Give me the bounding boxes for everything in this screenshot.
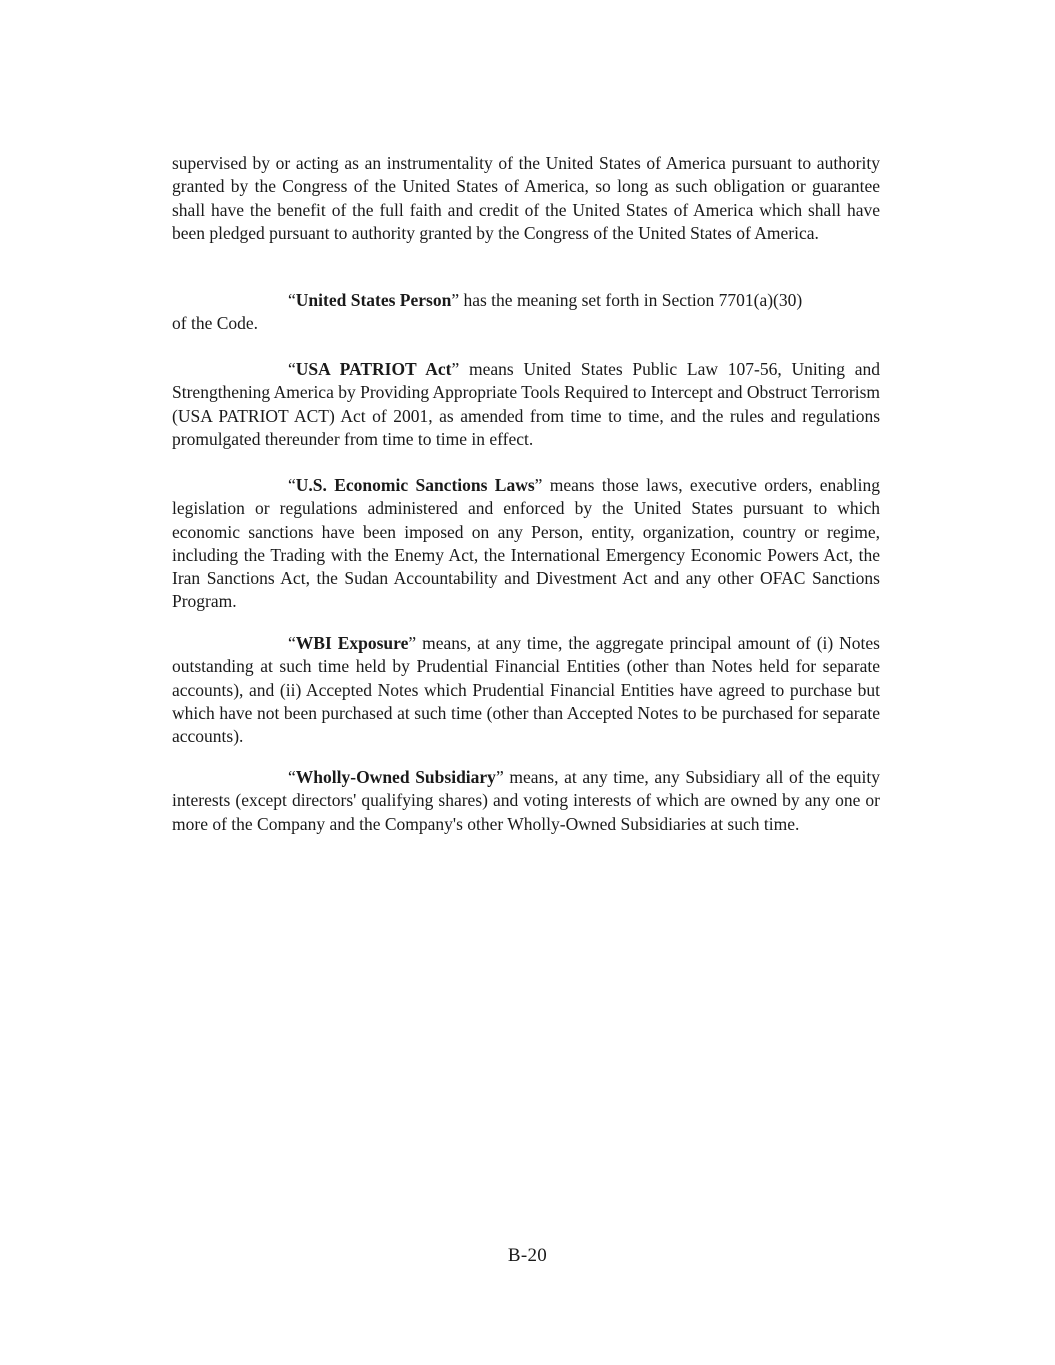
defined-term: United States Person [295, 290, 452, 310]
open-quote: “ [288, 475, 296, 495]
intro-paragraph [172, 152, 880, 245]
open-quote: “ [288, 290, 296, 310]
definition-us-economic-sanctions-laws [172, 474, 880, 614]
defined-term: Wholly-Owned Subsidiary [295, 767, 496, 787]
definition-continuation: of the Code. [172, 313, 259, 334]
close-quote: ” [451, 290, 460, 310]
definition-paragraph [172, 632, 880, 748]
definition-paragraph [172, 766, 880, 836]
page-number: B-20 [507, 1245, 548, 1266]
definition-body: has the meaning set forth in Section 7701(a)(30) [459, 290, 803, 310]
close-quote: ” [451, 359, 460, 379]
definition-body: means, at any time, any Subsidiary all of the equity interests (except directors' qualifying shares) and voting interests of which are owned by any one or more of the Company and the Company's other Wholly-Owned Subsidiaries at such time. [172, 767, 881, 834]
definition-line [172, 289, 880, 312]
close-quote: ” [534, 475, 543, 495]
open-quote: “ [288, 767, 296, 787]
intro-text: supervised by or acting as an instrumentality of the United States of America pursuant to authority granted by the Congress of the United States of America, so long as such obligation or guarantee shall have the benefit of the full faith and credit of the United States of America which shall have been pledged pursuant to authority granted by the Congress of the United States of America. [172, 153, 880, 243]
open-quote: “ [288, 359, 296, 379]
definition-paragraph [172, 358, 880, 451]
defined-term: USA PATRIOT Act [295, 359, 452, 379]
definition-body: means, at any time, the aggregate principal amount of (i) Notes outstanding at such time held by Prudential Financial Entities (other than Notes held for separate accounts), and (ii) Accepted Notes which Prudential Financial Entities have agreed to purchase but which have not been purchased at such time (other than Accepted Notes to be purchased for separate accounts). [172, 633, 880, 747]
definition-usa-patriot-act [172, 358, 880, 451]
open-quote: “ [288, 633, 296, 653]
definition-united-states-person [172, 289, 880, 336]
defined-term: WBI Exposure [295, 633, 409, 653]
definition-paragraph [172, 474, 880, 614]
defined-term: U.S. Economic Sanctions Laws [295, 475, 535, 495]
close-quote: ” [408, 633, 417, 653]
definition-wbi-exposure [172, 632, 880, 748]
close-quote: ” [495, 767, 504, 787]
definition-body: means United States Public Law 107-56, Uniting and Strengthening America by Providing Appropriate Tools Required to Intercept and Obstruct Terrorism (USA PATRIOT ACT) Act of 2001, as amended from time to time, and the rules and regulations promulgated thereunder from time to time in effect. [172, 359, 880, 449]
definition-wholly-owned-subsidiary [172, 766, 880, 836]
definition-body: means those laws, executive orders, enabling legislation or regulations administered and enforced by the United States pursuant to which economic sanctions have been imposed on any Person, entity, organization, country or regime, including the Trading with the Enemy Act, the International Emergency Economic Powers Act, the Iran Sanctions Act, the Sudan Accountability and Divestment Act and any other OFAC Sanctions Program. [172, 475, 880, 612]
